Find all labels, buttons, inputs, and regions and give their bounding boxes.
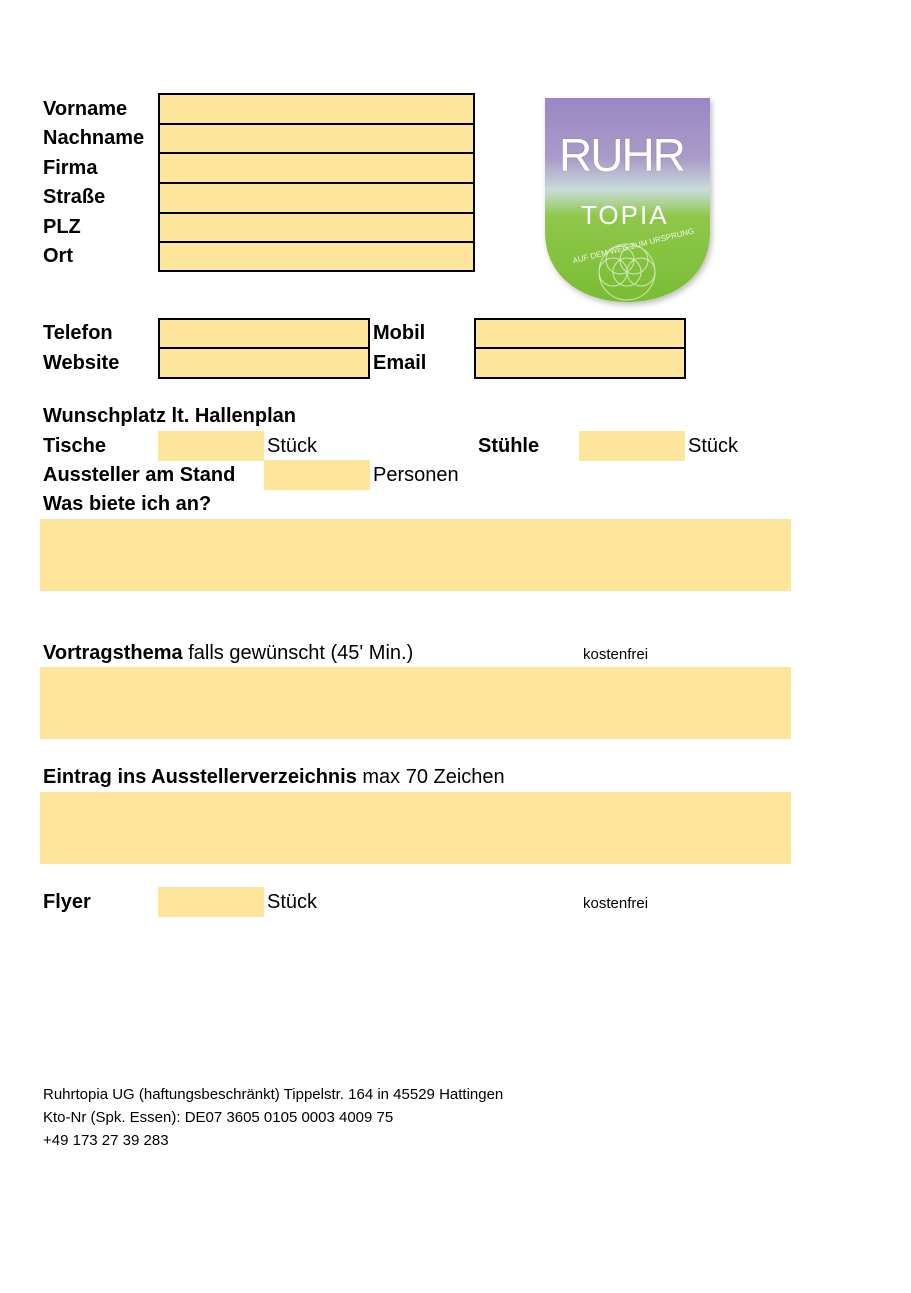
verzeichnis-label-bold: Eintrag ins Ausstellerverzeichnis [43,766,357,788]
vortrag-label-bold: Vortragsthema [43,642,183,664]
flyer-input[interactable] [158,887,264,917]
angebot-textarea[interactable] [40,519,791,591]
website-input[interactable] [160,349,368,377]
flyer-label: Flyer [43,891,91,913]
ruhrtopia-logo [527,92,732,312]
plz-input[interactable] [160,214,473,241]
vortrag-label-rest: falls gewünscht (45' Min.) [182,642,414,664]
contact-left-field-group [158,318,370,379]
tische-unit: Stück [267,435,318,457]
ort-label: Ort [43,245,73,267]
strasse-input[interactable] [160,184,473,212]
vorname-input[interactable] [160,95,473,123]
vorname-label: Vorname [43,98,128,120]
footer-bank: Kto-Nr (Spk. Essen): DE07 3605 0105 0003 4009 75 [43,1109,394,1126]
flyer-unit: Stück [267,891,318,913]
logo-topia-text: TOPIA [581,200,669,230]
flyer-note: kostenfrei [583,895,649,912]
firma-input[interactable] [160,154,473,182]
email-label: Email [373,352,427,374]
ort-input[interactable] [160,243,473,270]
vortrag-label [43,639,413,667]
stuehle-label: Stühle [478,435,540,457]
footer-company: Ruhrtopia UG (haftungsbeschränkt) Tippelstr. 164 in 45529 Hattingen [43,1086,504,1103]
firma-label: Firma [43,157,98,179]
vortrag-textarea[interactable] [40,667,791,739]
logo-ruhr-text: RUHR [559,129,684,181]
nachname-input[interactable] [160,125,473,152]
tische-label: Tische [43,435,106,457]
telefon-input[interactable] [160,320,368,347]
footer-phone: +49 173 27 39 283 [43,1132,169,1149]
contact-right-field-group [474,318,686,379]
angebot-label: Was biete ich an? [43,493,212,515]
aussteller-unit: Personen [373,464,459,486]
logo-tagline: AUF DEM WEG ZUM URSPRUNG [571,226,696,266]
tische-input[interactable] [158,431,264,461]
plz-label: PLZ [43,216,81,238]
stuehle-unit: Stück [688,435,739,457]
mobil-label: Mobil [373,322,426,344]
verzeichnis-textarea[interactable] [40,792,791,864]
email-input[interactable] [476,349,684,377]
aussteller-input[interactable] [264,460,370,490]
strasse-label: Straße [43,186,106,208]
aussteller-label: Aussteller am Stand [43,464,236,486]
nachname-label: Nachname [43,127,145,149]
verzeichnis-label [43,763,505,791]
telefon-label: Telefon [43,322,113,344]
vortrag-note: kostenfrei [583,646,649,663]
address-field-group [158,93,475,272]
verzeichnis-label-rest: max 70 Zeichen [356,766,505,788]
website-label: Website [43,352,120,374]
mobil-input[interactable] [476,320,684,347]
stuehle-input[interactable] [579,431,685,461]
wunschplatz-label: Wunschplatz lt. Hallenplan [43,405,296,427]
